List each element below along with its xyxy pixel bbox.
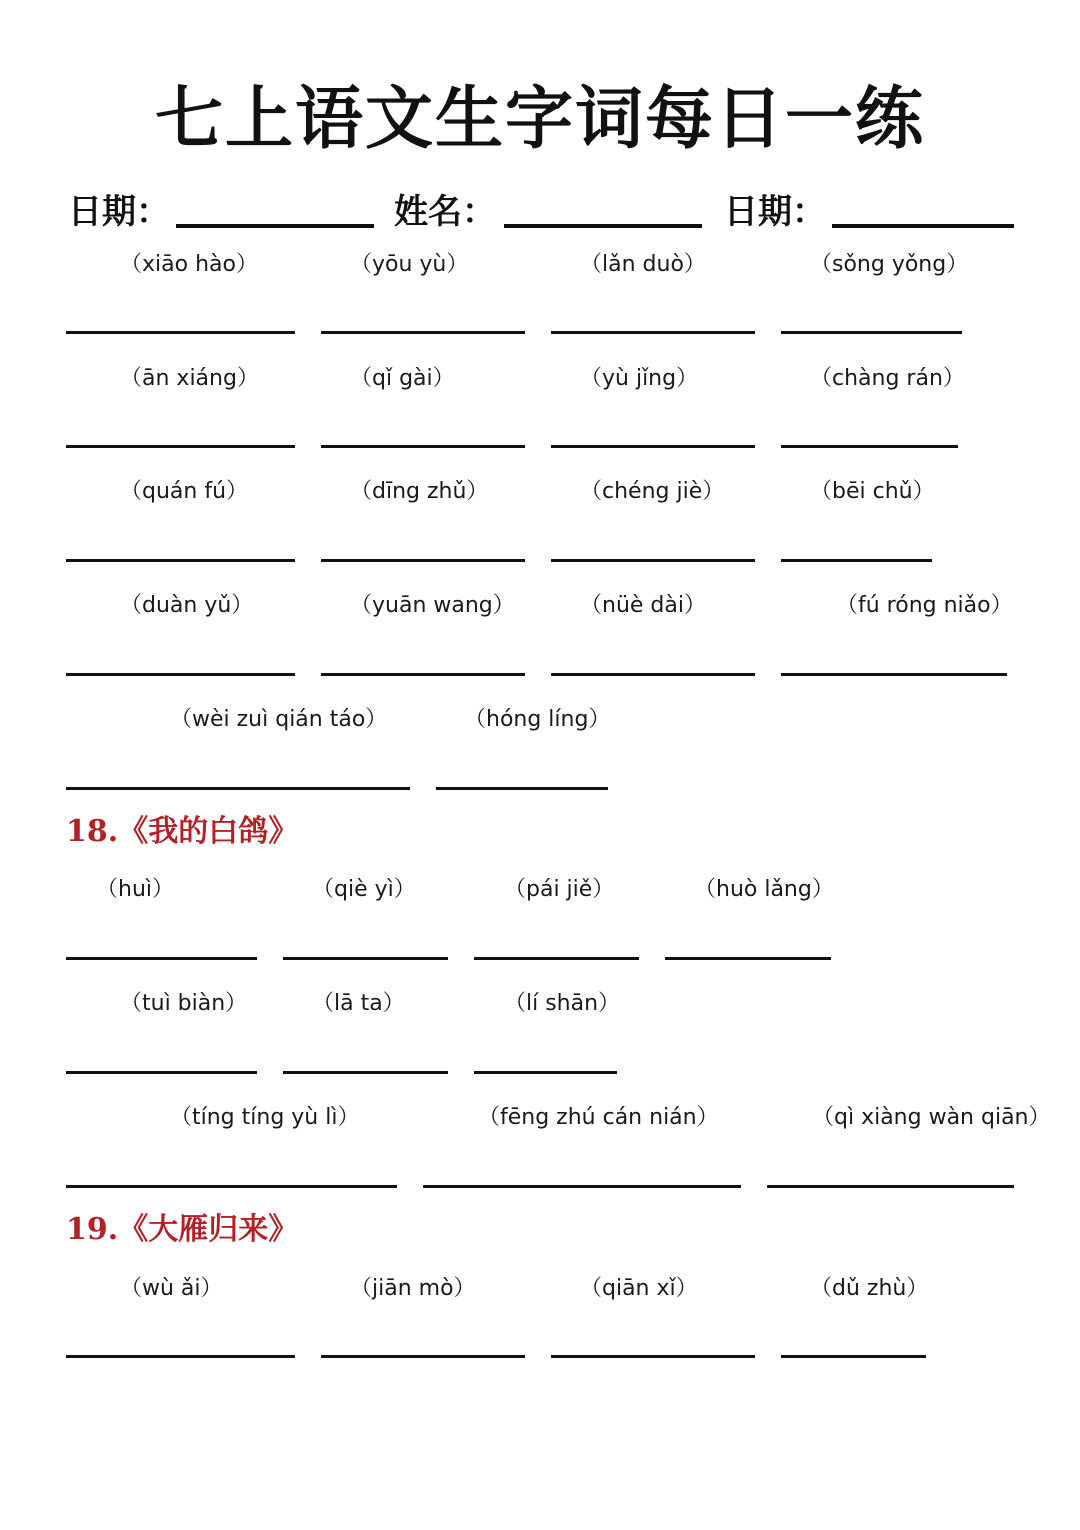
pinyin-prompt: （tíng tíng yù lì） (170, 1105, 360, 1130)
pinyin-prompt: （huì） (96, 877, 174, 902)
pinyin-prompt: （hóng líng） (464, 707, 611, 732)
answer-blank[interactable] (551, 1355, 755, 1358)
page-title: 七上语文生字词每日一练 (154, 79, 925, 159)
pinyin-prompt: （qiè yì） (312, 877, 416, 902)
date-field[interactable] (176, 224, 374, 228)
answer-blank[interactable] (781, 559, 932, 562)
pinyin-prompt: （yù jǐng） (580, 366, 699, 391)
pinyin-prompt: （ān xiáng） (120, 366, 259, 391)
pinyin-prompt: （dīng zhǔ） (350, 479, 489, 504)
answer-blank[interactable] (551, 445, 755, 448)
pinyin-prompt: （huò lǎng） (694, 877, 834, 902)
pinyin-prompt: （wù ǎi） (120, 1276, 223, 1301)
pinyin-prompt: （qiān xǐ） (580, 1276, 698, 1301)
pinyin-prompt: （chéng jiè） (580, 479, 725, 504)
answer-blank[interactable] (66, 1071, 257, 1074)
answer-blank[interactable] (423, 1185, 741, 1188)
pinyin-prompt: （tuì biàn） (120, 991, 248, 1016)
answer-blank[interactable] (781, 1355, 926, 1358)
answer-blank[interactable] (551, 331, 755, 334)
answer-blank[interactable] (66, 1355, 295, 1358)
pinyin-prompt: （yuān wang） (350, 593, 515, 618)
answer-blank[interactable] (283, 957, 448, 960)
pinyin-prompt: （bēi chǔ） (810, 479, 935, 504)
answer-blank[interactable] (66, 957, 257, 960)
answer-blank[interactable] (474, 957, 639, 960)
name-field[interactable] (504, 224, 702, 228)
name-label: 姓名： (394, 192, 496, 232)
section-heading-18: 18.《我的白鸽》 (66, 814, 299, 849)
pinyin-prompt: （lā ta） (312, 991, 405, 1016)
date-field-2[interactable] (832, 224, 1014, 228)
pinyin-prompt: （dǔ zhù） (810, 1276, 929, 1301)
pinyin-prompt: （fēng zhú cán nián） (478, 1105, 719, 1130)
pinyin-prompt: （lǎn duò） (580, 252, 706, 277)
pinyin-prompt: （wèi zuì qián táo） (170, 707, 388, 732)
answer-blank[interactable] (321, 1355, 525, 1358)
answer-blank[interactable] (66, 673, 295, 676)
pinyin-prompt: （xiāo hào） (120, 252, 258, 277)
answer-blank[interactable] (781, 331, 962, 334)
date-label: 日期： (68, 192, 170, 232)
answer-blank[interactable] (321, 673, 525, 676)
answer-blank[interactable] (283, 1071, 448, 1074)
pinyin-prompt: （qì xiàng wàn qiān） (812, 1105, 1051, 1130)
answer-blank[interactable] (321, 559, 525, 562)
pinyin-prompt: （quán fú） (120, 479, 249, 504)
answer-blank[interactable] (781, 673, 1007, 676)
section-heading-19: 19.《大雁归来》 (66, 1212, 299, 1247)
answer-blank[interactable] (767, 1185, 1014, 1188)
pinyin-prompt: （qǐ gài） (350, 366, 455, 391)
answer-blank[interactable] (436, 787, 608, 790)
pinyin-prompt: （lí shān） (504, 991, 621, 1016)
answer-blank[interactable] (474, 1071, 617, 1074)
pinyin-prompt: （sǒng yǒng） (810, 252, 969, 277)
pinyin-prompt: （duàn yǔ） (120, 593, 254, 618)
answer-blank[interactable] (781, 445, 958, 448)
answer-blank[interactable] (321, 445, 525, 448)
answer-blank[interactable] (66, 331, 295, 334)
answer-blank[interactable] (66, 445, 295, 448)
pinyin-prompt: （pái jiě） (504, 877, 615, 902)
answer-blank[interactable] (66, 1185, 397, 1188)
pinyin-prompt: （fú róng niǎo） (836, 593, 1013, 618)
answer-blank[interactable] (66, 787, 410, 790)
pinyin-prompt: （nüè dài） (580, 593, 706, 618)
pinyin-prompt: （yōu yù） (350, 252, 469, 277)
answer-blank[interactable] (665, 957, 831, 960)
pinyin-prompt: （chàng rán） (810, 366, 965, 391)
date-label-2: 日期： (724, 192, 826, 232)
answer-blank[interactable] (551, 559, 755, 562)
answer-blank[interactable] (321, 331, 525, 334)
answer-blank[interactable] (551, 673, 755, 676)
pinyin-prompt: （jiān mò） (350, 1276, 476, 1301)
answer-blank[interactable] (66, 559, 295, 562)
